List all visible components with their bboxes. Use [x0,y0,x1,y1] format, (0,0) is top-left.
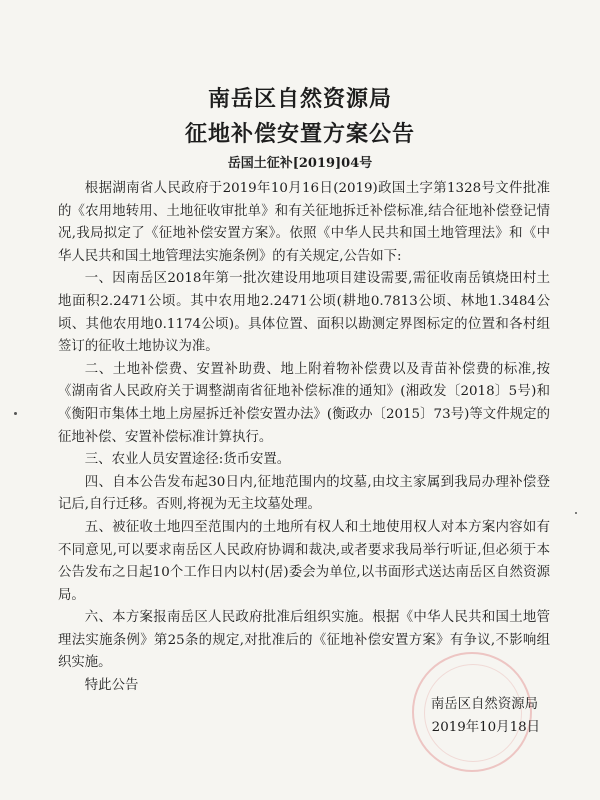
notice-title: 征地补偿安置方案公告 [184,122,415,147]
paragraph-item-3: 三、农业人员安置途径:货币安置。 [84,452,291,468]
paragraph-intro: 根据湖南省人民政府于2019年10月16日(2019)政国土字第1328号文件批准的《农用地转用、土地征收审批单》和有关征地拆迁补偿标准,结合征地补偿登记情况,我局拟定了《征地补偿安置方案》。依照《中华人民共和国土地管理法》和《中华人民共和国土地管理法实施条例》的有关规定,公告如下: [58,181,550,264]
notice-body [58,178,550,698]
paragraph-item-5: 五、被征收土地四至范围内的土地所有权人和土地使用权人对本方案内容如有不同意见,可以要求南岳区人民政府协调和裁决,或者要求我局举行听证,但必须于本公告发布之日起10个工作日内以村(居)委会为单位,以书面形式送达南岳区自然资源局。 [58,519,550,603]
paragraph-closing: 特此公告 [84,678,139,694]
paragraph-item-2: 二、土地补偿费、安置补助费、地上附着物补偿费以及青苗补偿费的标准,按《湖南省人民政府关于调整湖南省征地补偿标准的通知》(湘政发〔2018〕5号)和《衡阳市集体土地上房屋拆迁补偿安置办法》(衡政办〔2015〕73号)等文件规定的征地补偿、安置补偿标准计算执行。 [58,361,550,445]
document-number: 岳国土征补[2019]04号 [227,156,373,171]
issuer-title: 南岳区自然资源局 [207,87,392,112]
scan-speck [575,512,577,514]
paragraph-item-1: 一、因南岳区2018年第一批次建设用地项目建设需要,需征收南岳镇烧田村土地面积2.2471公顷。其中农用地2.2471公顷(耕地0.7813公顷、林地1.3484公顷、其他农用地0.1174公顷)。具体位置、面积以勘测定界图标定的位置和各村组签订的征收土地协议为准。 [58,271,550,355]
scan-speck [14,412,17,415]
signature-date: 2019年10月18日 [431,719,540,735]
paragraph-item-6: 六、本方案报南岳区人民政府批准后组织实施。根据《中华人民共和国土地管理法实施条例》第25条的规定,对批准后的《征地补偿安置方案》有争议,不影响组织实施。 [58,610,550,671]
signature-organization: 南岳区自然资源局 [430,697,538,712]
signature-block [431,694,540,739]
paragraph-item-4: 四、自本公告发布起30日内,征地范围内的坟墓,由坟主家属到我局办理补偿登记后,自行迁移。否则,将视为无主坟墓处理。 [58,474,550,513]
